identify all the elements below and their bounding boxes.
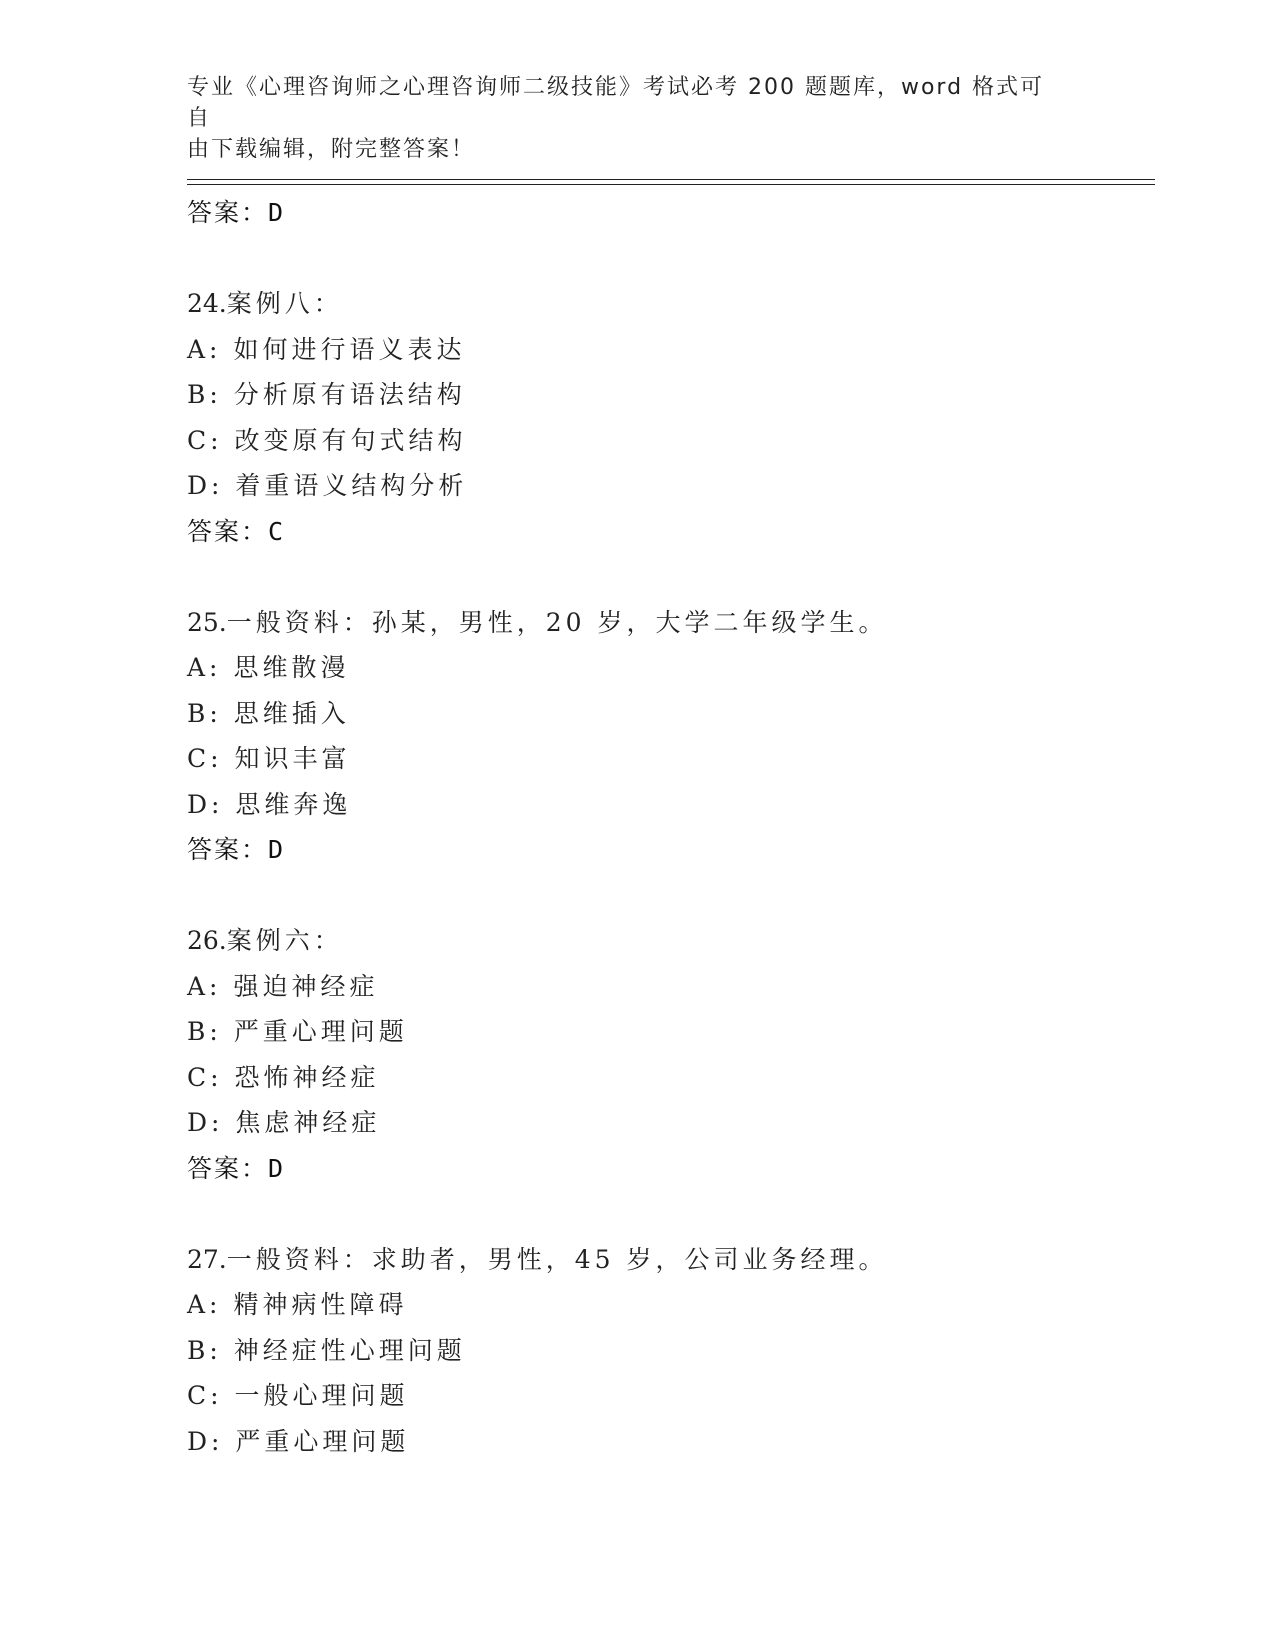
question-text: 案例六： [226, 926, 343, 955]
question-list [187, 190, 1155, 1464]
header-line-1: 专业《心理咨询师之心理咨询师二级技能》考试必考 200 题题库，word 格式可自 [187, 75, 1045, 131]
answer [187, 509, 1155, 555]
option-key: A: [187, 334, 222, 364]
option-d [187, 463, 1155, 509]
option-b [187, 1009, 1155, 1055]
option-key: C: [187, 1062, 223, 1092]
answer [187, 1146, 1155, 1192]
option-key: A: [187, 653, 222, 682]
option-key: B: [187, 698, 222, 728]
question-26 [187, 918, 1155, 1191]
option-text: 知识丰富 [234, 744, 351, 773]
option-a [187, 327, 1155, 373]
answer-value: C [268, 516, 286, 546]
option-a [187, 1282, 1155, 1328]
question-text: 案例八： [226, 289, 343, 318]
option-key: A: [187, 971, 222, 1001]
header-line-2: 由下载编辑，附完整答案！ [187, 137, 476, 162]
option-text: 焦虑神经症 [235, 1108, 381, 1137]
option-key: B: [187, 1017, 222, 1046]
option-text: 着重语义结构分析 [235, 471, 468, 500]
option-a [187, 645, 1155, 691]
header-double-rule [187, 179, 1155, 185]
spacer [187, 554, 1155, 600]
answer-label: 答案： [187, 1153, 269, 1183]
question-text: 一般资料：求助者，男性，45 岁，公司业务经理。 [226, 1244, 888, 1274]
question-text: 一般资料：孙某，男性，20 岁，大学二年级学生。 [226, 607, 888, 637]
option-d [187, 782, 1155, 828]
question-number: 27. [187, 1244, 227, 1274]
option-key: C: [187, 744, 223, 773]
spacer [187, 236, 1155, 282]
question-stem [187, 281, 1155, 327]
option-key: D: [187, 1426, 224, 1456]
option-text: 恐怖神经症 [234, 1062, 380, 1092]
option-d [187, 1100, 1155, 1146]
spacer [187, 1191, 1155, 1237]
option-c [187, 1373, 1155, 1419]
page-header [187, 72, 1067, 165]
question-number: 25. [187, 607, 227, 637]
option-text: 思维插入 [233, 698, 350, 728]
option-c [187, 736, 1155, 782]
option-key: D: [187, 471, 224, 500]
option-text: 精神病性障碍 [233, 1290, 408, 1319]
option-text: 一般心理问题 [234, 1381, 409, 1410]
question-25 [187, 600, 1155, 873]
answer-label: 答案： [187, 198, 269, 227]
option-text: 神经症性心理问题 [233, 1335, 466, 1365]
option-text: 如何进行语义表达 [233, 334, 466, 364]
option-text: 改变原有句式结构 [234, 425, 467, 455]
option-c [187, 1055, 1155, 1101]
option-key: D: [187, 1108, 224, 1137]
question-number: 26. [187, 926, 227, 955]
spacer [187, 873, 1155, 919]
answer-value: D [268, 1153, 286, 1183]
answer-label: 答案： [187, 835, 269, 864]
option-text: 严重心理问题 [235, 1426, 410, 1456]
question-number: 24. [187, 289, 227, 318]
option-a [187, 964, 1155, 1010]
option-b [187, 1328, 1155, 1374]
question-24 [187, 281, 1155, 554]
option-key: D: [187, 789, 224, 819]
option-b [187, 372, 1155, 418]
question-27 [187, 1237, 1155, 1465]
option-text: 严重心理问题 [233, 1017, 408, 1046]
option-key: C: [187, 425, 223, 455]
question-stem [187, 600, 1155, 646]
option-text: 分析原有语法结构 [233, 380, 466, 409]
answer-value: D [268, 198, 286, 227]
option-key: A: [187, 1290, 222, 1319]
question-stem [187, 918, 1155, 964]
previous-answer [187, 190, 1155, 236]
option-key: B: [187, 380, 222, 409]
option-text: 思维散漫 [233, 653, 350, 682]
question-stem [187, 1237, 1155, 1283]
option-c [187, 418, 1155, 464]
option-text: 思维奔逸 [235, 789, 352, 819]
answer-label: 答案： [187, 516, 269, 546]
option-text: 强迫神经症 [233, 971, 379, 1001]
option-key: C: [187, 1381, 223, 1410]
answer [187, 827, 1155, 873]
option-key: B: [187, 1335, 222, 1365]
answer-value: D [268, 835, 286, 864]
option-d [187, 1419, 1155, 1465]
option-b [187, 691, 1155, 737]
